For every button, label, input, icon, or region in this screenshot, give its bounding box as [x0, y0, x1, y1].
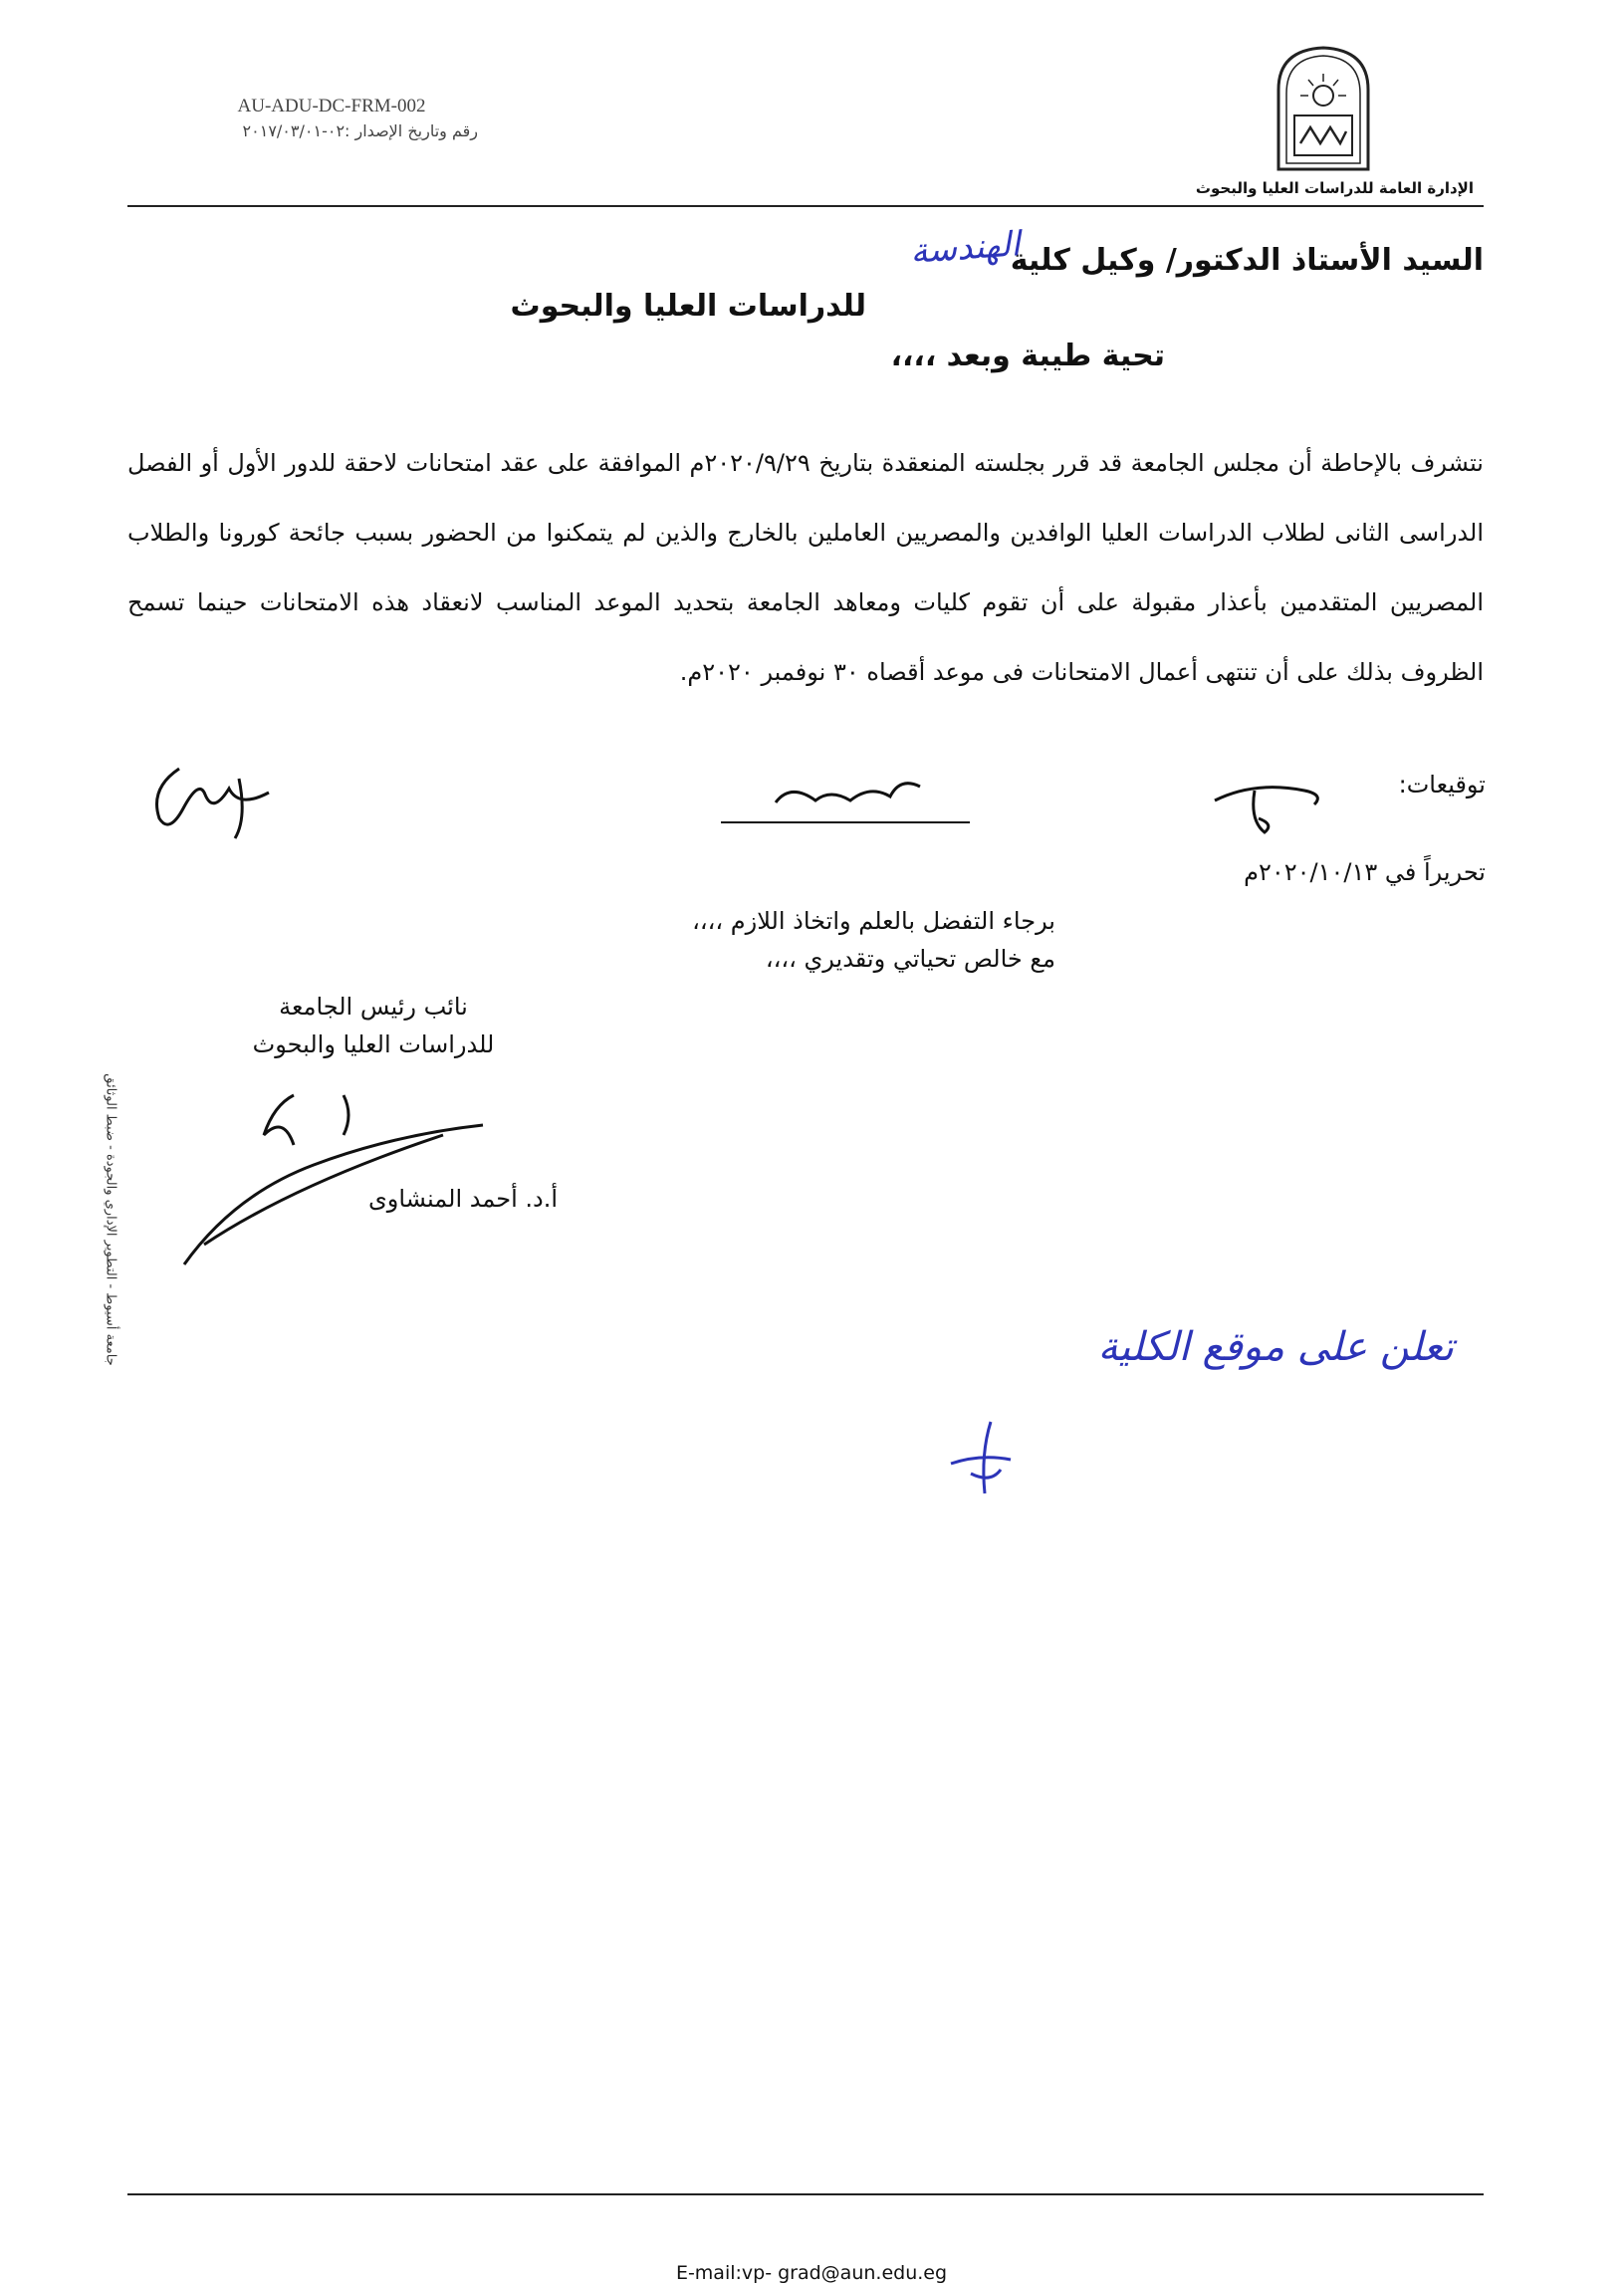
- note-initials: [941, 1414, 1021, 1503]
- body-paragraph: نتشرف بالإحاطة أن مجلس الجامعة قد قرر بجلسته المنعقدة بتاريخ ٢٠٢٠/٩/٢٩م الموافقة على عقد امتحانات لاحقة للدور الأول أو الفصل الدراسى الثانى لطلاب الدراسات العليا الوافدين والمصريين العاملين بالخارج والذين لم يتمكنوا من الحضور بسبب جائحة كورونا والطلاب المصريين المتقدمين بأعذار مقبولة على أن تقوم كليات ومعاهد الجامعة بتحديد الموعد المناسب لانعقاد هذه الامتحانات حينما تسمح الظروف بذلك على أن تنتهى أعمال الامتحانات فى موعد أقصاه ٣٠ نوفمبر ٢٠٢٠م.: [127, 449, 1484, 686]
- issue-number-date: رقم وتاريخ الإصدار :٠٢-٢٠١٧/٠٣/٠١: [242, 121, 478, 140]
- addressee-line: السيد الأستاذ الدكتور/ وكيل كلية: [1010, 243, 1484, 278]
- side-margin-label: جامعة أسيوط - التطوير الإداري والجودة - ضبط الوثائق: [103, 1073, 118, 1366]
- addressee-department: للدراسات العليا والبحوث: [510, 289, 866, 324]
- signer-signature: [144, 1075, 503, 1274]
- form-code: AU-ADU-DC-FRM-002: [237, 96, 426, 116]
- header-divider: [127, 205, 1484, 207]
- footer-email: E-mail:vp- grad@aun.edu.eg: [675, 2262, 948, 2284]
- department-name: الإدارة العامة للدراسات العليا والبحوث: [1195, 179, 1474, 197]
- footer-divider: [127, 2193, 1484, 2195]
- signer-title-line: نائب رئيس الجامعة: [279, 993, 468, 1021]
- handwritten-note: تعلن على موقع الكلية: [1097, 1324, 1454, 1370]
- signatures-label: توقيعات:: [1398, 771, 1486, 799]
- signature-mark: [139, 749, 299, 848]
- closing: [558, 902, 1055, 978]
- closing-line: مع خالص تحياتي وتقديري ،،،،: [765, 945, 1055, 973]
- signer-name: أ.د. أحمد المنشاوى: [367, 1185, 558, 1213]
- faculty-handwritten-text: الهندسة: [908, 224, 1022, 272]
- faculty-handwriting: [856, 217, 1075, 277]
- signature-mark: [721, 767, 970, 836]
- letter-body: [127, 428, 1484, 707]
- university-logo-icon: [1271, 44, 1376, 173]
- closing-line: برجاء التفضل بالعلم واتخاذ اللازم ،،،،: [692, 907, 1055, 935]
- side-margin-text: [98, 961, 123, 1479]
- signer-title: [209, 988, 538, 1063]
- greeting: تحية طيبة وبعد ،،،،: [890, 339, 1165, 373]
- date-written: تحريراً في ٢٠٢٠/١٠/١٣م: [1244, 858, 1486, 886]
- signer-title-line: للدراسات العليا والبحوث: [252, 1030, 495, 1058]
- signature-mark: [1195, 761, 1344, 840]
